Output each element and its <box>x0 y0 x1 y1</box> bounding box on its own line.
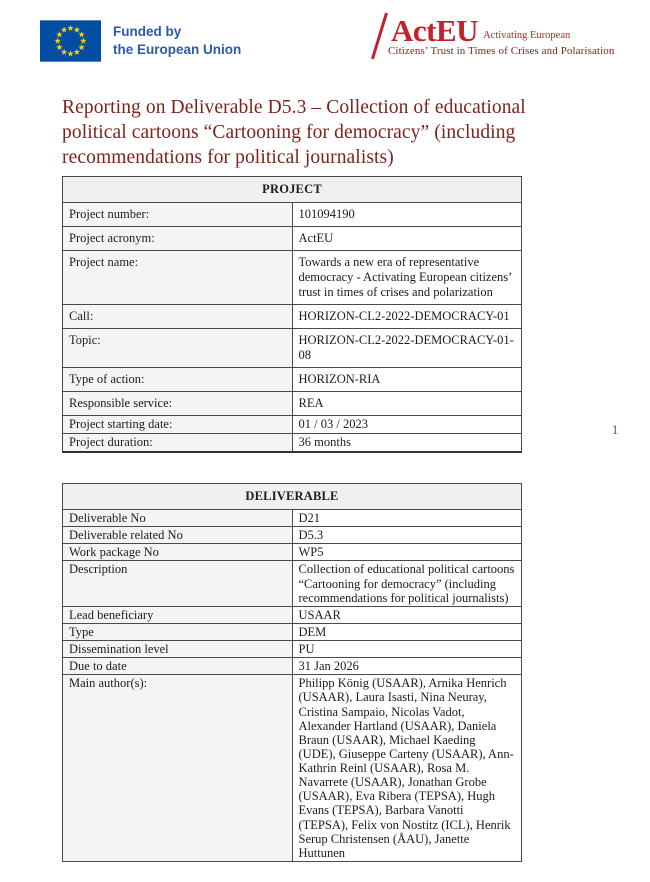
row-value: PU <box>292 641 522 658</box>
table-row <box>63 392 522 416</box>
deliverable-table <box>62 483 522 862</box>
row-value: REA <box>292 392 522 416</box>
row-label: Description <box>63 561 293 606</box>
acteu-tagline-2: Citizens’ Trust in Times of Crises and Polarisation <box>388 45 615 58</box>
row-value: 31 Jan 2026 <box>292 658 522 675</box>
deliverable-table-title: DELIVERABLE <box>63 484 522 510</box>
table-row <box>63 416 522 434</box>
eu-funding-text <box>113 23 241 59</box>
row-label: Topic: <box>63 329 293 368</box>
row-label: Type <box>63 623 293 640</box>
eu-funding-line1: Funded by <box>113 24 182 40</box>
project-table-title: PROJECT <box>63 177 522 203</box>
table-row <box>63 658 522 675</box>
row-value: 101094190 <box>292 203 522 227</box>
project-table-header-row <box>63 177 522 203</box>
table-row <box>63 203 522 227</box>
row-value: Towards a new era of representative democracy - Activating European citizens’ trust in times of crises and polarization <box>292 251 522 305</box>
acteu-logo-row <box>388 13 618 48</box>
acteu-slash-icon <box>371 13 388 60</box>
acteu-logo <box>388 13 618 58</box>
eu-flag-icon <box>40 20 101 62</box>
table-row <box>63 510 522 527</box>
table-row <box>63 561 522 606</box>
row-label: Project acronym: <box>63 227 293 251</box>
row-label: Deliverable related No <box>63 527 293 544</box>
acteu-tagline-1: Activating European <box>483 30 571 42</box>
row-label: Call: <box>63 305 293 329</box>
deliverable-table-header-row <box>63 484 522 510</box>
page-number: 1 <box>612 423 619 437</box>
eu-funding-line2: the European Union <box>113 42 242 57</box>
table-row <box>63 623 522 640</box>
row-label: Type of action: <box>63 368 293 392</box>
row-label: Lead beneficiary <box>63 606 293 623</box>
row-value: D21 <box>292 510 522 527</box>
row-value: Collection of educational political cartoons “Cartooning for democracy” (including recommendations for political journalists) <box>292 561 522 606</box>
row-label: Responsible service: <box>63 392 293 416</box>
row-label: Project name: <box>63 251 293 305</box>
table-row <box>63 675 522 862</box>
row-value: WP5 <box>292 544 522 561</box>
row-label: Dissemination level <box>63 641 293 658</box>
table-row <box>63 227 522 251</box>
row-value: D5.3 <box>292 527 522 544</box>
table-row <box>63 434 522 453</box>
row-label: Deliverable No <box>63 510 293 527</box>
table-row <box>63 368 522 392</box>
row-value: HORIZON-RIA <box>292 368 522 392</box>
page-title: Reporting on Deliverable D5.3 – Collection of educational political cartoons “Cartooning for democracy” (including recommendations for political journalists) <box>62 97 526 168</box>
row-label: Project starting date: <box>63 416 293 434</box>
table-row <box>63 606 522 623</box>
row-value: 01 / 03 / 2023 <box>292 416 522 434</box>
document-header <box>0 0 650 80</box>
eu-funding-logo <box>40 20 241 62</box>
table-row <box>63 251 522 305</box>
row-value: HORIZON-CL2-2022-DEMOCRACY-01 <box>292 305 522 329</box>
row-label: Project number: <box>63 203 293 227</box>
row-label: Main author(s): <box>63 675 293 862</box>
row-value: USAAR <box>292 606 522 623</box>
project-table <box>62 176 522 453</box>
acteu-wordmark: ActEU <box>391 13 479 48</box>
row-value: 36 months <box>292 434 522 453</box>
table-row <box>63 641 522 658</box>
row-label: Work package No <box>63 544 293 561</box>
table-row <box>63 329 522 368</box>
row-label: Due to date <box>63 658 293 675</box>
row-value: ActEU <box>292 227 522 251</box>
table-row <box>63 527 522 544</box>
row-value: Philipp König (USAAR), Arnika Henrich (USAAR), Laura Isasti, Nina Neuray, Cristina Sampaio, Nicolas Vadot, Alexander Hartland (USAAR), Daniela Braun (USAAR), Michael Kaeding (UDE), Giuseppe Carteny (USAAR), Ann-Kathrin Reinl (USAAR), Rosa M. Navarrete (USAAR), Jonathan Grobe (USAAR), Eva Ribera (TEPSA), Hugh Evans (TEPSA), Barbara Vanotti (TEPSA), Felix von Nostitz (ICL), Henrik Serup Christensen (ÅAU), Janette Huttunen <box>292 675 522 862</box>
row-value: HORIZON-CL2-2022-DEMOCRACY-01-08 <box>292 329 522 368</box>
table-row <box>63 305 522 329</box>
row-label: Project duration: <box>63 434 293 453</box>
table-row <box>63 544 522 561</box>
row-value: DEM <box>292 623 522 640</box>
